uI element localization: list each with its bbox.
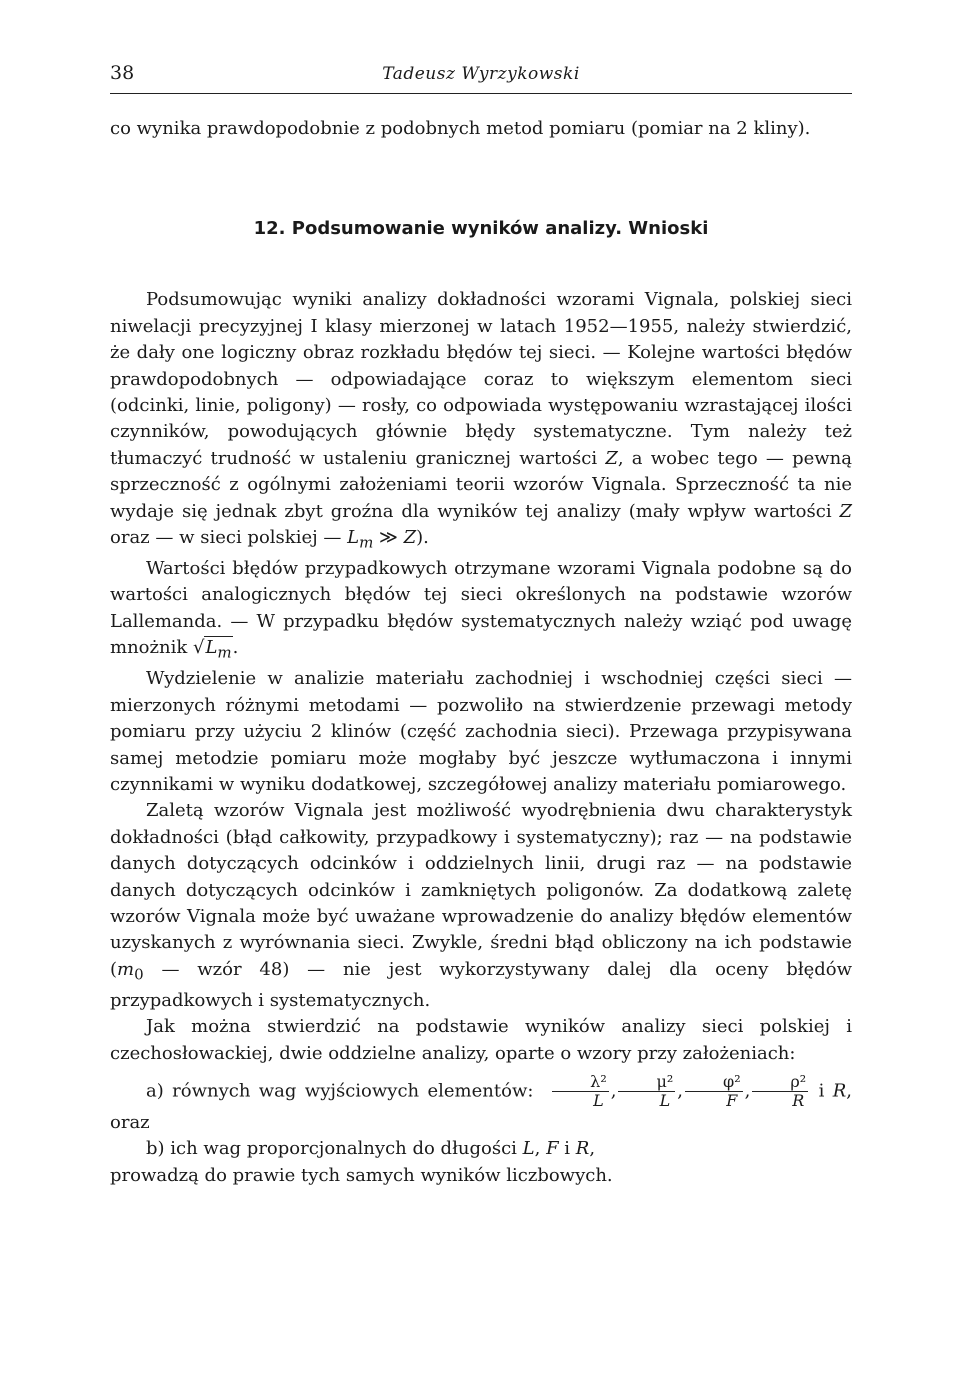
text-run: — wzór 48) — nie jest wykorzystywany dalej dla oceny błędów przypadkowych i systematycznych. <box>110 958 852 1011</box>
text-run: Wartości błędów przypadkowych otrzymane wzorami Vignala podobne są do wartości analogicznych błędów tej sieci określonych na podstawie wzorów Lallemanda. — W przypadku błędów systematycznych należy wziąć pod uwagę mnożnik <box>110 558 852 659</box>
symbol-l: L <box>347 527 360 549</box>
text-run: b) ich wag proporcjonalnych do długości <box>146 1138 523 1160</box>
running-head: Tadeusz Wyrzykowski <box>382 64 580 84</box>
page-header <box>110 62 852 92</box>
symbol-z: Z <box>403 527 417 549</box>
text-run: i <box>558 1138 576 1160</box>
text-run: , <box>589 1138 596 1160</box>
paragraph-continuation: co wynika prawdopodobnie z podobnych metod pomiaru (pomiar na 2 kliny). <box>110 118 811 139</box>
relation-symbol: ≫ <box>373 527 404 549</box>
text-run: Zaletą wzorów Vignala jest możliwość wyodrębnienia dwu charakterystyk dokładności (błąd całkowity, przypadkowy i systematyczny); raz — na podstawie danych dotyczących odcinków i oddzielnych linii, drugi raz — na podstawie danych dotyczących odcinków i zamkniętych poligonów. Za dodatkową zaletę wzorów Vignala może być uważane wprowadzenie do analizy błędów elementów uzyskanych z wyrównania sieci. Zwykle, średni błąd obliczony na ich podstawie ( <box>110 800 852 980</box>
page-number: 38 <box>110 62 135 84</box>
radical-sign: √ <box>192 637 205 659</box>
list-a-text: a) równych wag wyjściowych elementów: <box>146 1080 534 1102</box>
fraction-lambda <box>552 1073 609 1110</box>
text-run: , oraz <box>110 1080 852 1133</box>
math-sqrt-lm <box>192 636 233 662</box>
text-run: ). <box>416 527 429 549</box>
symbol-z: Z <box>839 500 852 522</box>
fraction-phi <box>685 1073 743 1110</box>
symbol-r: R <box>575 1138 590 1160</box>
fraction-denominator: F <box>726 1090 738 1110</box>
page-body <box>110 116 852 1189</box>
section-spacer <box>110 142 852 287</box>
text-run: . <box>232 637 239 659</box>
separator: , <box>534 1138 547 1160</box>
subscript-m: m <box>217 643 232 662</box>
symbol-z: Z <box>605 447 618 469</box>
list-item-a: a) równych wag wyjściowych elementów: $\frac{\text{λ²}}{L}$ , $\frac{\text{μ²}}{L}$ , $\frac{\text{φ²}}{F}$ , $\frac{\text{ρ²}}{R}$ i R, oraz <box>110 1071 852 1133</box>
fraction-denominator: L <box>593 1090 604 1110</box>
symbol-m: m <box>117 958 135 980</box>
list-item-b <box>110 1136 852 1162</box>
symbol-f: F <box>546 1138 559 1160</box>
paragraph-conclusion-intro: Jak można stwierdzić na podstawie wyników analizy sieci polskiej i czechosłowackiej, dwie oddzielne analizy, oparte o wzory przy założeniach: <box>110 1016 852 1064</box>
fraction-numerator: φ² <box>685 1073 743 1092</box>
radicand <box>204 636 232 662</box>
math-lm-relation <box>347 527 417 552</box>
symbol-l: L <box>522 1138 535 1160</box>
fraction-numerator: ρ² <box>752 1073 808 1092</box>
fraction-mu <box>618 1073 675 1110</box>
fraction-rho <box>752 1073 808 1110</box>
paragraph-west-east: Wydzielenie w analizie materiału zachodniej i wschodniej części sieci — mierzonych różnymi metodami — pozwoliło na stwierdzenie przewagi metody pomiaru przy użyciu 2 klinów (część zachodnia sieci). Przewaga przypisywana samej metodzie pomiaru może mogłaby być jeszcze wytłumaczona i innymi czynnikami w wyniku dodatkowej, szczegółowej analizy materiału pomiarowego. <box>110 668 852 795</box>
text-run: , a wobec tego — pewną sprzeczność z ogólnymi założeniami teorii wzorów Vignala. Sprzeczność ta nie wydaje się jednak zbyt groźna dla wyników tej analizy (mały wpływ wartości <box>110 447 852 522</box>
fraction-denominator: R <box>792 1090 805 1110</box>
section-title: 12. Podsumowanie wyników analizy. Wnioski <box>253 218 709 239</box>
paragraph-final: prowadzą do prawie tych samych wyników liczbowych. <box>110 1164 613 1186</box>
text-run: Podsumowując wyniki analizy dokładności wzorami Vignala, polskiej sieci niwelacji precyzyjnej I klasy mierzonej w latach 1952—1955, należy stwierdzić, że dały one logiczny obraz rozkładu błędów tej sieci. — Kolejne wartości błędów prawdopodobnych — odpowiadające coraz to większym elementom sieci (odcinki, linie, poligony) — rosły, co odpowiada występowaniu wzrastającej ilości czynników, powodujących głównie błędy systematyczne. Tym należy też tłumaczyć trudność w ustaleniu granicznej wartości <box>110 289 852 469</box>
paragraph-advantages <box>110 798 852 1014</box>
math-m0 <box>117 958 144 984</box>
paragraph-random-errors <box>110 556 852 666</box>
text-run: oraz — w sieci polskiej — <box>110 527 348 549</box>
symbol-l: L <box>205 637 218 659</box>
fraction-denominator: L <box>659 1090 671 1110</box>
subscript-m: m <box>359 533 374 552</box>
subscript-0: 0 <box>134 965 144 984</box>
symbol-r: R <box>832 1080 847 1102</box>
fraction-numerator: μ² <box>618 1073 675 1092</box>
fraction-numerator: λ² <box>552 1073 609 1092</box>
text-run: i <box>810 1080 833 1102</box>
header-rule <box>110 93 852 94</box>
paragraph-summary <box>110 287 852 556</box>
